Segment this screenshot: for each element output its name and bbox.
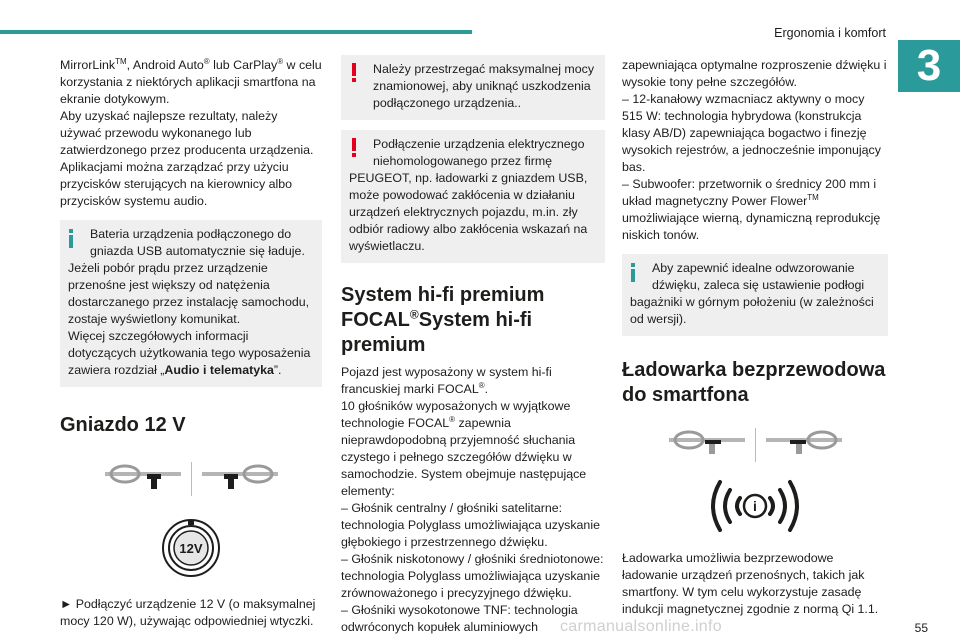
svg-text:12V: 12V <box>179 541 203 556</box>
console-location-figures <box>60 460 322 498</box>
list-item: – Głośnik centralny / głośniki satelitarne: technologia Polyglass umożliwiająca uzyskanie głębokiego i przestrzennego dźwięku. <box>341 501 600 549</box>
info-note-battery <box>60 220 322 387</box>
column-1 <box>60 57 322 630</box>
heading-12v-socket: Gniazdo 12 V <box>60 414 186 436</box>
note-paragraph: bagażniki w górnym położeniu (w zależności od wersji). <box>630 295 874 326</box>
header-accent-bar <box>0 30 472 34</box>
steering-wheel-left-icon <box>667 426 747 464</box>
info-note-floor <box>622 254 888 336</box>
steering-wheel-left-icon <box>103 460 183 498</box>
watermark: carmanualsonline.info <box>560 618 722 635</box>
note-lead: Aby zapewnić idealne odwzorowanie dźwięku, zaleca się ustawienie podłogi <box>652 261 865 292</box>
heading-hifi-focal: System hi-fi premium FOCAL®System hi-fi premium <box>341 284 545 356</box>
list-item: – Subwoofer: przetwornik o średnicy 200 mm i układ magnetyczny Power Flower™ umożliwiające wierną, dynamiczną reprodukcję niskich tonów. <box>622 177 881 242</box>
warning-text: Należy przestrzegać maksymalnej mocy znamionowej, aby uniknąć uszkodzenia podłączonego urządzenia.. <box>373 62 595 110</box>
paragraph-mirrorlink: MirrorLink™, Android Auto® lub CarPlay® w celu korzystania z niektórych aplikacji smartfona na ekranie dotykowym. <box>60 56 322 106</box>
section-title: Ergonomia i komfort <box>774 26 886 40</box>
heading-wireless-charger: Ładowarka bezprzewodowa do smartfona <box>622 359 886 406</box>
paragraph-focal-intro: Pojazd jest wyposażony w system hi-fi francuskiej marki FOCAL®. <box>341 365 552 396</box>
info-icon <box>69 229 73 249</box>
list-item: – Głośniki wysokotonowe TNF: technologia odwróconych kopułek aluminiowych <box>341 603 578 634</box>
paragraph-cable: Aby uzyskać najlepsze rezultaty, należy używać przewodu wykonanego lub zatwierdzonego przez producenta urządzenia. <box>60 109 314 157</box>
instruction-12v: ► Podłączyć urządzenie 12 V (o maksymalnej mocy 120 W), używając odpowiedniej wtyczki. <box>60 597 316 628</box>
column-3 <box>622 57 888 618</box>
list-item: – 12-kanałowy wzmacniacz aktywny o mocy 515 W: technologia hybrydowa (konstrukcja klasy AB/D) zapewniająca bogactwo i finezję wysokich rejestrów, a jednocześnie imponujący bas. <box>622 92 881 174</box>
socket-figure <box>60 518 322 578</box>
paragraph-wireless: Ładowarka umożliwia bezprzewodowe ładowanie urządzeń przenośnych, takich jak smartfony. W tym celu wykorzystuje zasadę indukcji magnetycznej zgodnie z normą Qi 1.1. <box>622 551 879 616</box>
warning-note-power <box>341 55 605 120</box>
steering-wheel-right-icon <box>200 460 280 498</box>
steering-wheel-right-icon <box>764 426 844 464</box>
list-item: – Głośnik niskotonowy / głośniki średniotonowe: technologia Polyglass umożliwiająca uzyskanie zrównoważonego i precyzyjnego dźwięku. <box>341 552 604 600</box>
console-location-figures <box>622 426 888 464</box>
paragraph-continued: zapewniająca optymalne rozproszenie dźwięku i wysokie tony pełne szczegółów. <box>622 58 887 89</box>
warning-icon <box>352 63 356 83</box>
page-number: 55 <box>914 621 928 635</box>
svg-text:i: i <box>753 498 757 514</box>
note-paragraph: Więcej szczegółowych informacji dotyczących użytkowania tego wyposażenia zawiera rozdział „Audio i telematyka”. <box>68 329 311 377</box>
12v-socket-icon <box>161 518 221 578</box>
paragraph-focal-speakers: 10 głośników wyposażonych w wyjątkowe technologie FOCAL® zapewnia nieprawdopodobną przyjemność słuchania czystego i pełnego szczegółów dźwięku w samochodzie. System obejmuje następujące elementy: <box>341 399 587 498</box>
wireless-charging-icon <box>700 476 810 536</box>
warning-text: PEUGEOT, np. ładowarki z gniazdem USB, może powodować zakłócenia w działaniu urządzeń elektrycznych pojazdu, m.in. zły odbiór radiowy albo zakłócenia wskazań na wyświetlaczu. <box>349 171 588 253</box>
info-icon <box>631 263 635 283</box>
warning-note-devices <box>341 130 605 263</box>
paragraph-controls: Aplikacjami można zarządzać przy użyciu przycisków sterujących na kierownicy albo przycisków systemu audio. <box>60 160 293 208</box>
note-paragraph: Jeżeli pobór prądu przez urządzenie przenośne jest większy od natężenia dostarczanego przez instalację samochodu, zostaje wyświetlony komunikat. <box>68 261 310 326</box>
column-2 <box>341 55 605 636</box>
note-lead: Bateria urządzenia podłączonego do gniazda USB automatycznie się ładuje. <box>90 227 305 258</box>
wireless-figure <box>622 476 888 536</box>
warning-lead: Podłączenie urządzenia elektrycznego niehomologowanego przez firmę <box>373 137 585 168</box>
chapter-badge: 3 <box>898 40 960 92</box>
warning-icon <box>352 138 356 158</box>
